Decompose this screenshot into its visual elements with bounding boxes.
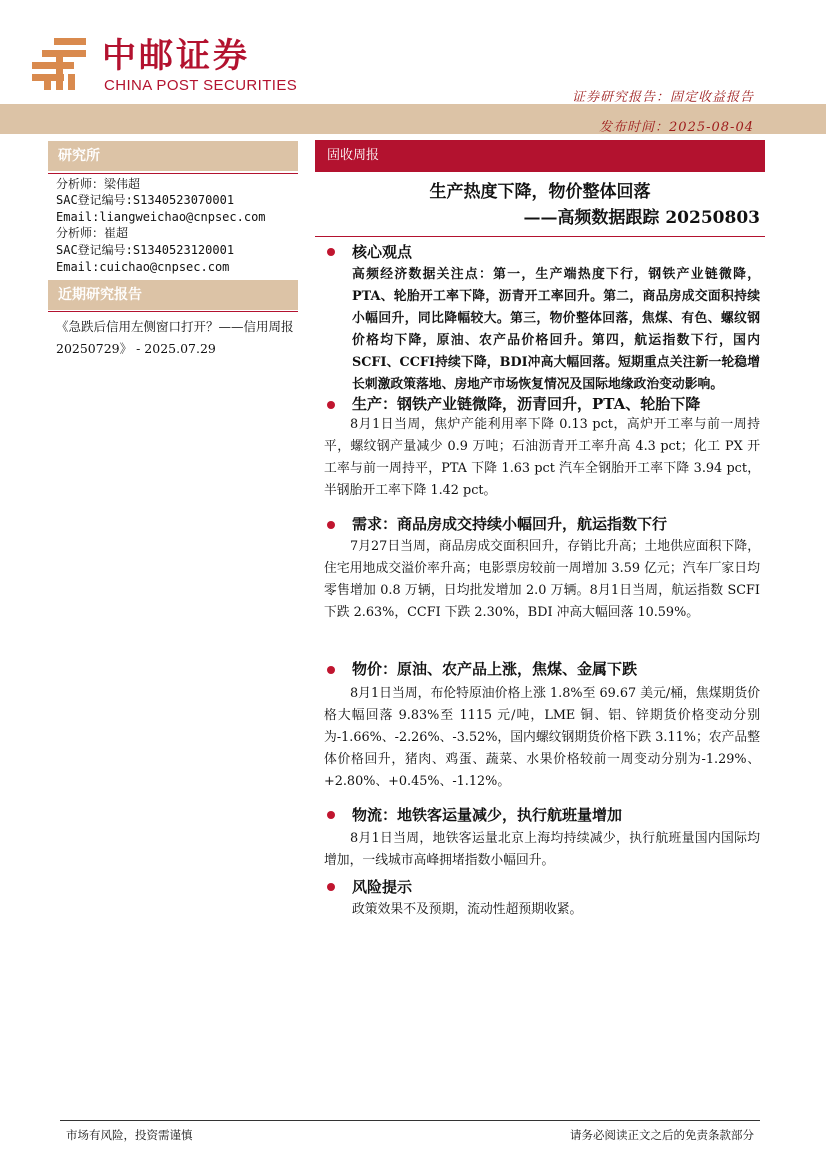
institute-heading-text: 研究所 bbox=[58, 148, 100, 164]
section-body-logistics: 8月1日当周，地铁客运量北京上海均持续减少，执行航班量国内国际均增加，一线城市高峰拥堵指数小幅回升。 bbox=[324, 831, 760, 868]
sidebar-divider bbox=[48, 173, 298, 174]
section-body-core: 高频经济数据关注点：第一，生产端热度下行，钢铁产业链微降，PTA、轮胎开工率下降，沥青开工率回升。第二，商品房成交面积持续小幅回升，同比降幅较大。第三，物价整体回落，焦煤、有色、螺纹钢价格均下降，原油、农产品价格回升。第四，航运指数下行，国内SCFI、CCFI持续下降，BDI冲高大幅回落。短期重点关注新一轮稳增长刺激政策落地、房地产市场恢复情况及国际地缘政治变动影响。 bbox=[352, 267, 760, 392]
report-type-label: 证券研究报告：固定收益报告 bbox=[571, 90, 754, 105]
recent-reports-heading-text: 近期研究报告 bbox=[58, 287, 142, 303]
category-band bbox=[315, 140, 765, 172]
report-subtitle: ——高频数据跟踪 20250803 bbox=[523, 208, 760, 228]
logo-english-name: CHINA POST SECURITIES bbox=[104, 77, 298, 94]
section-heading-logistics: 物流：地铁客运量减少，执行航班量增加 bbox=[352, 806, 623, 824]
analyst-sac-number: SAC登记编号:S1340523120001 bbox=[56, 243, 235, 257]
recent-reports-heading bbox=[48, 280, 298, 310]
footer-disclaimer-notice: 请务必阅读正文之后的免责条款部分 bbox=[570, 1128, 754, 1142]
section-heading-prices: 物价：原油、农产品上涨，焦煤、金属下跌 bbox=[352, 660, 638, 678]
report-title: 生产热度下降，物价整体回落 bbox=[429, 182, 651, 202]
china-post-logo-icon bbox=[28, 36, 94, 92]
section-heading-core: 核心观点 bbox=[352, 243, 413, 261]
section-body-risk: 政策效果不及预期，流动性超预期收紧。 bbox=[352, 902, 583, 917]
analyst-name: 分析师：梁伟超 bbox=[56, 177, 141, 191]
title-divider bbox=[315, 236, 765, 237]
institute-heading bbox=[48, 141, 298, 171]
bullet-icon bbox=[327, 811, 335, 819]
bullet-icon bbox=[327, 883, 335, 891]
publish-time: 发布时间：2025-08-04 bbox=[599, 120, 754, 135]
bullet-icon bbox=[327, 521, 335, 529]
analyst-email[interactable]: Email:liangweichao@cnpsec.com bbox=[56, 210, 266, 224]
section-body-prices: 8月1日当周，布伦特原油价格上涨 1.8%至 69.67 美元/桶，焦煤期货价格大幅回落 9.83%至 1115 元/吨，LME 铜、铝、锌期货价格变动分别为-1.66%、-2.26%、-3.52%，国内螺纹钢期货价格下跌 3.11%；农产品整体价格回升，猪肉、鸡蛋、蔬菜、水果价格较前一周变动分别为-1.29%、+2.80%、+0.45%、-1.12%。 bbox=[324, 686, 760, 789]
category-label: 固收周报 bbox=[327, 148, 380, 163]
bullet-icon bbox=[327, 666, 335, 674]
footer-risk-notice: 市场有风险，投资需谨慎 bbox=[66, 1128, 193, 1142]
section-heading-production: 生产：钢铁产业链微降，沥青回升，PTA、轮胎下降 bbox=[352, 395, 701, 413]
section-body-demand: 7月27日当周，商品房成交面积回升，存销比升高；土地供应面积下降，住宅用地成交溢价率升高；电影票房较前一周增加 3.59 亿元；汽车厂家日均零售增加 0.8 万辆，日均批发增加 2.0 万辆。8月1日当周，航运指数 SCFI 下跌 2.63%，CCFI 下跌 2.30%，BDI 冲高大幅回落 10.59%。 bbox=[324, 539, 760, 620]
logo-chinese-name: 中邮证券 bbox=[102, 36, 250, 76]
section-heading-demand: 需求：商品房成交持续小幅回升，航运指数下行 bbox=[352, 515, 668, 533]
bullet-icon bbox=[327, 401, 335, 409]
analyst-email[interactable]: Email:cuichao@cnpsec.com bbox=[56, 260, 230, 274]
section-body-production: 8月1日当周，焦炉产能利用率下降 0.13 pct，高炉开工率与前一周持平，螺纹钢产量减少 0.9 万吨；石油沥青开工率升高 4.3 pct；化工 PX 开工率与前一周持平，PTA 下降 1.63 pct 汽车全钢胎开工率下降 3.94 pct，半钢胎开工率下降 1.42 pct。 bbox=[324, 417, 760, 498]
bullet-icon bbox=[327, 248, 335, 256]
analyst-name: 分析师：崔超 bbox=[56, 226, 129, 240]
footer-divider bbox=[60, 1120, 760, 1121]
analyst-sac-number: SAC登记编号:S1340523070001 bbox=[56, 193, 235, 207]
section-heading-risk: 风险提示 bbox=[352, 878, 413, 896]
recent-report-link[interactable]: 《急跌后信用左侧窗口打开？——信用周报 20250729》 - 2025.07.29 bbox=[56, 319, 294, 356]
sidebar-divider bbox=[48, 311, 298, 312]
